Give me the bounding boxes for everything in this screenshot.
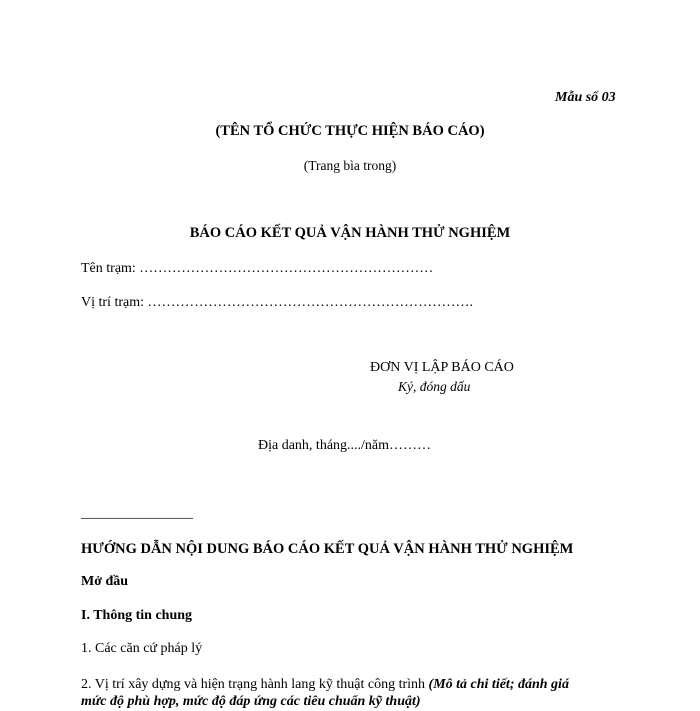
- preparing-unit-label: ĐƠN VỊ LẬP BÁO CÁO: [370, 360, 514, 375]
- intro-heading: Mở đầu: [81, 574, 129, 589]
- list-item-legal-basis: 1. Các căn cứ pháp lý: [81, 641, 203, 656]
- form-number: Mẫu số 03: [555, 90, 616, 105]
- list-item-location-italic: (Mô tả chi tiết; đánh giá: [428, 677, 569, 692]
- station-name-field: Tên trạm: ………………………………………………………: [81, 261, 434, 276]
- list-item-location-continuation: mức độ phù hợp, mức độ đáp ứng các tiêu chuẩn kỹ thuật): [81, 694, 421, 709]
- section-1-heading: I. Thông tin chung: [81, 608, 193, 623]
- organization-name: (TÊN TỔ CHỨC THỰC HIỆN BÁO CÁO): [215, 123, 485, 139]
- guide-title: HƯỚNG DẪN NỘI DUNG BÁO CÁO KẾT QUẢ VẬN HÀNH THỬ NGHIỆM: [81, 541, 574, 557]
- list-item-location-text: 2. Vị trí xây dựng và hiện trạng hành lang kỹ thuật công trình: [81, 677, 429, 692]
- cover-note: (Trang bìa trong): [303, 158, 397, 173]
- footnote-separator: ________________: [81, 506, 193, 521]
- place-date-line: Địa danh, tháng..../năm………: [258, 438, 432, 453]
- sign-stamp-note: Ký, đóng dấu: [398, 379, 471, 394]
- report-title: BÁO CÁO KẾT QUẢ VẬN HÀNH THỬ NGHIỆM: [189, 225, 511, 241]
- list-item-location: [81, 676, 569, 694]
- station-location-field: Vị trí trạm: …………………………………………………………….: [81, 295, 473, 310]
